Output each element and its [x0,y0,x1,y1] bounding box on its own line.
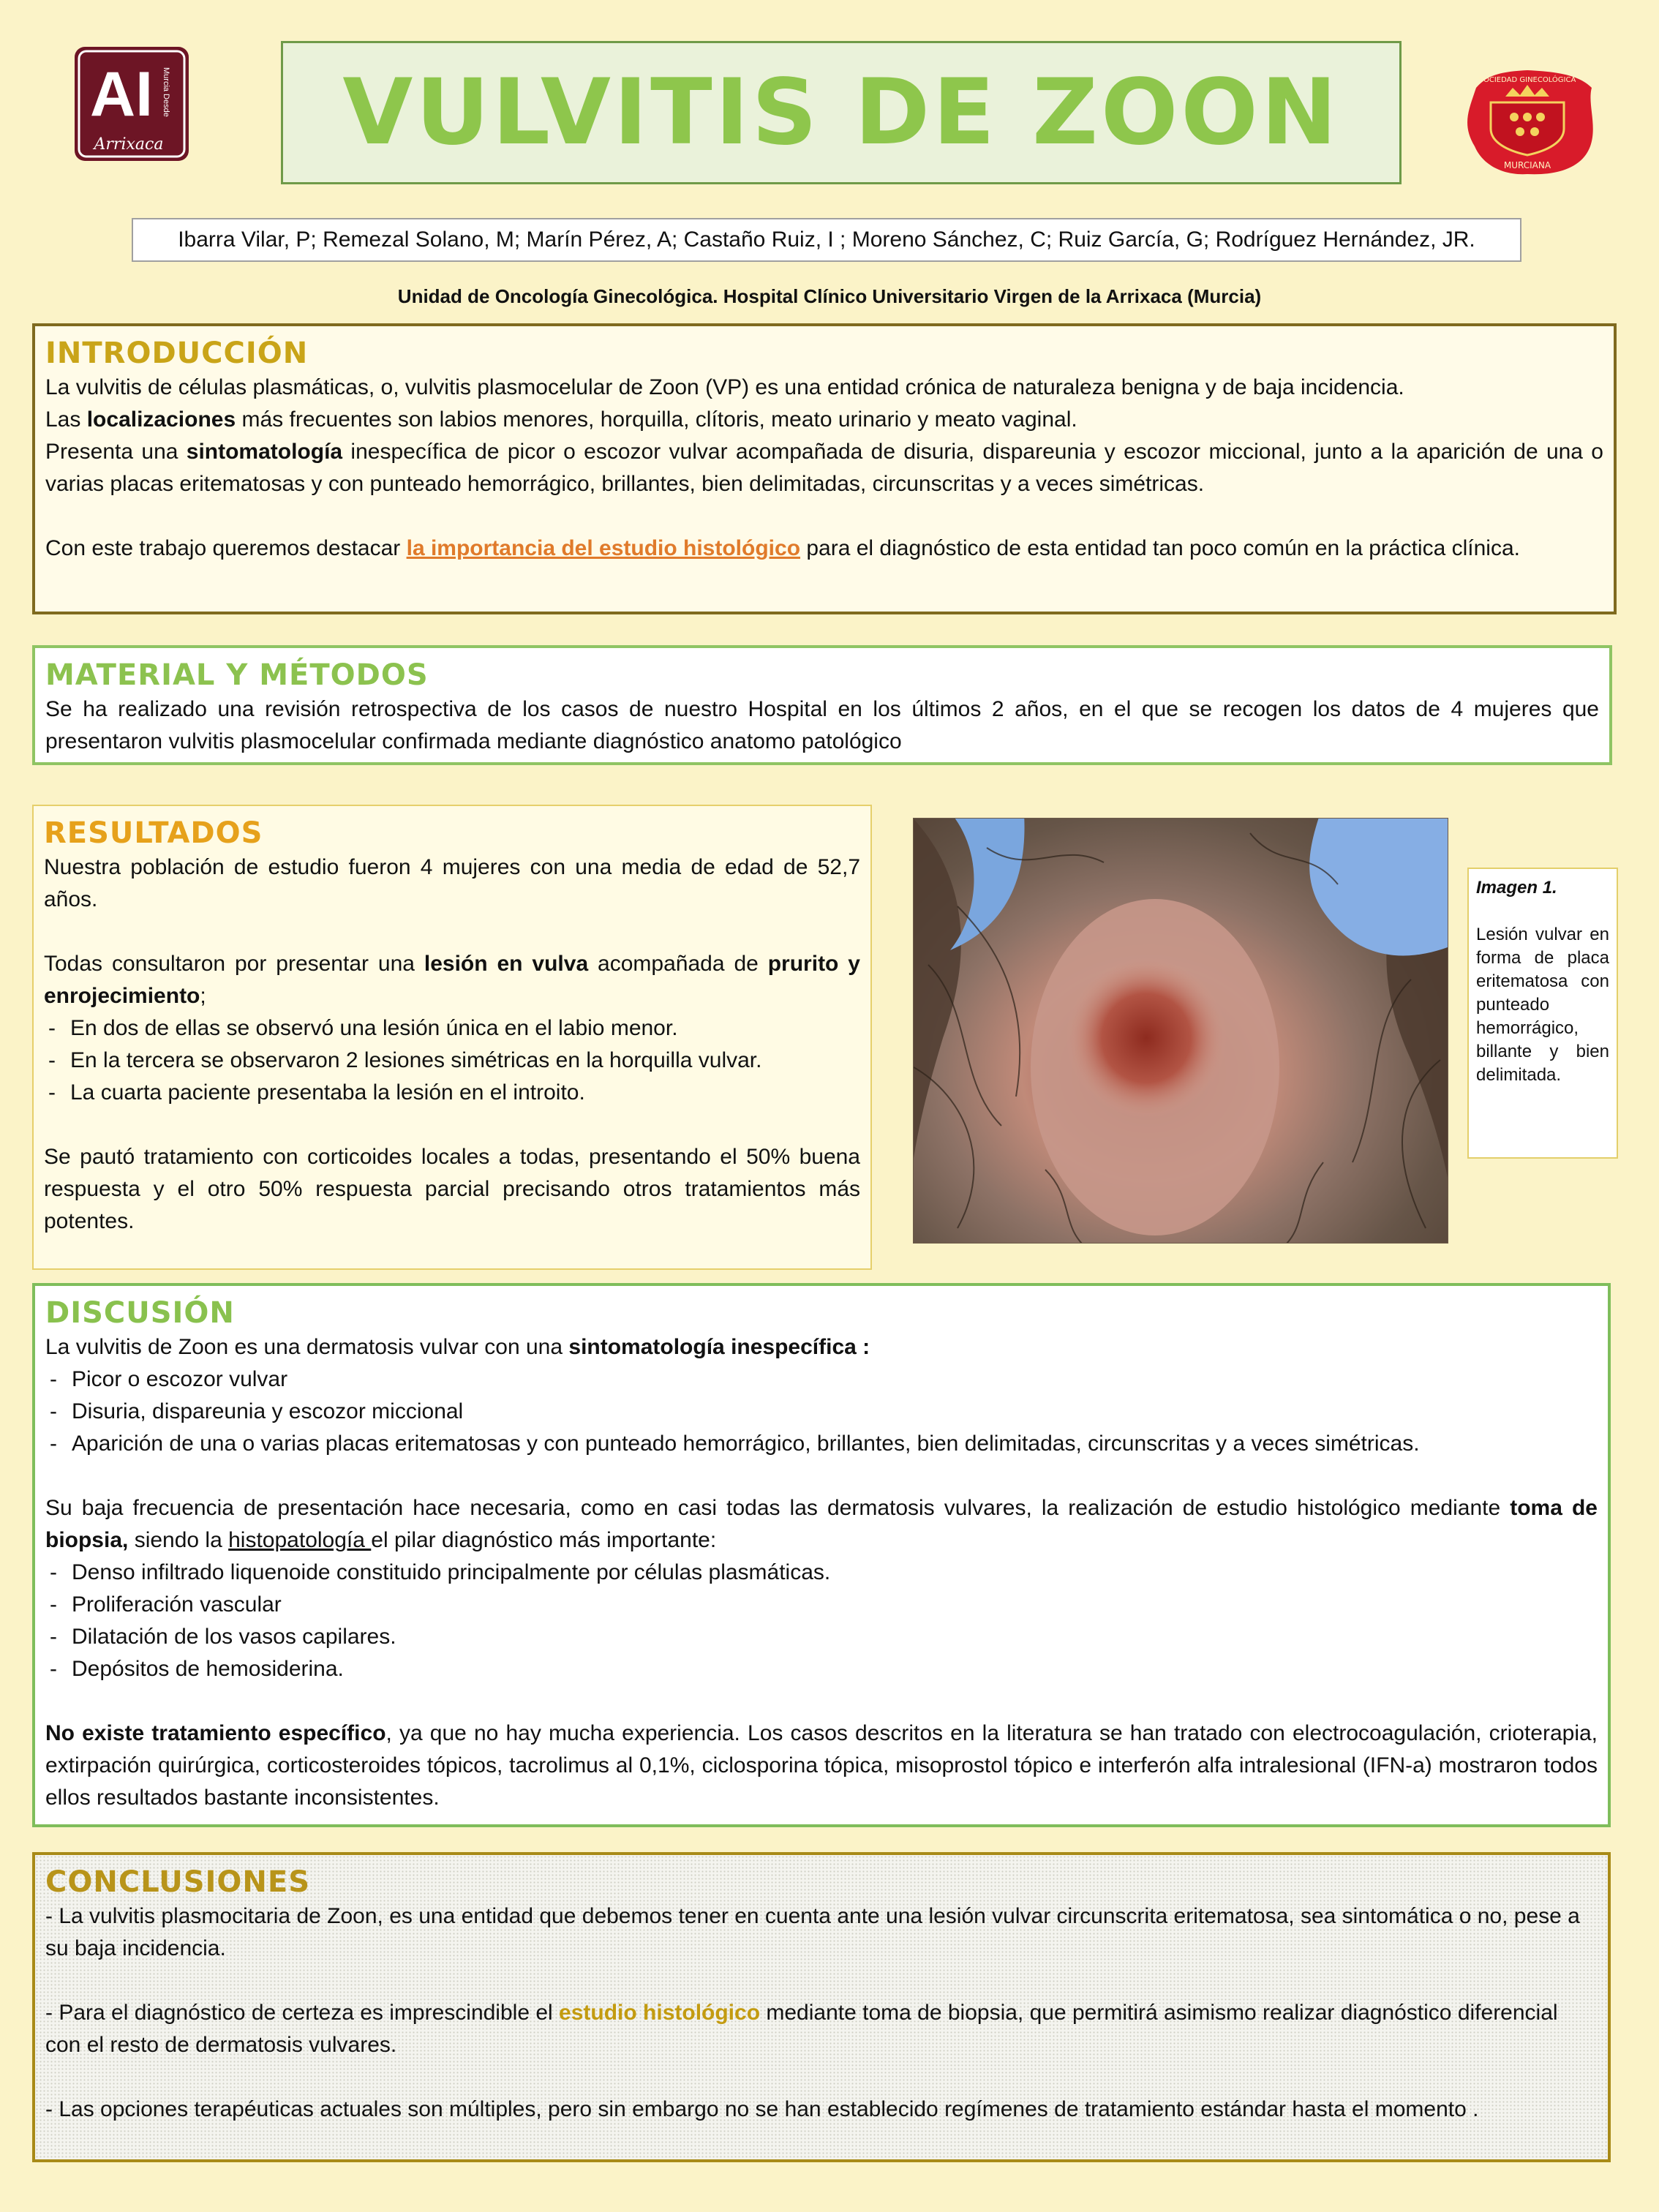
symptoms-list [45,1363,1598,1460]
list-item: - Aparición de una o varias placas eritematosas y con punteado hemorrágico, brillantes, bien delimitadas, circunscritas y a veces simétricas. [45,1428,1598,1460]
introduction-title: INTRODUCCIÓN [45,336,309,370]
conclusions-section [32,1852,1611,2162]
text-run: inespecífica de picor o escozor vulvar acompañada de disuria, dispareunia y escozor miccional, junto a la aparición de una o varias placas eritematosas y con punteado hemorrágico, brillantes, bien delimitadas, circunscritas y a veces simétricas. [45,440,1603,496]
spacer [44,1109,860,1141]
list-item: - Picor o escozor vulvar [45,1363,1598,1396]
text-run: siendo la [128,1528,229,1552]
spacer [44,916,860,948]
text-run: mediante toma de biopsia, que permitirá asimismo realizar diagnóstico diferencial con el resto de dermatosis vulvares. [45,2001,1558,2057]
authors-text: Ibarra Vilar, P; Remezal Solano, M; Marín Pérez, A; Castaño Ruiz, I ; Moreno Sánchez, C; Ruiz García, G; Rodríguez Hernández, JR. [178,227,1475,252]
results-section [32,805,872,1270]
affiliation-text: Unidad de Oncología Ginecológica. Hospital Clínico Universitario Virgen de la Arrixaca (Murcia) [397,285,1262,307]
svg-text:MURCIANA: MURCIANA [1503,160,1551,170]
arrixaca-logo [73,45,190,162]
discussion-title: DISCUSIÓN [45,1296,235,1330]
histology-list [45,1557,1598,1685]
list-item: - Denso infiltrado liquenoide constituido principalmente por células plasmáticas. [45,1557,1598,1589]
text-run: Todas consultaron por presentar una [44,952,424,976]
introduction-body [45,372,1603,565]
results-title: RESULTADOS [44,816,263,850]
discussion-paragraph [45,1331,1598,1363]
bold-run: prurito y enrojecimiento [44,952,860,1008]
conclusion-item: - Las opciones terapéuticas actuales son múltiples, pero sin embargo no se han establecido regímenes de tratamiento estándar hasta el momento . [45,2097,1479,2121]
bold-run: localizaciones [86,407,236,432]
text-run: Su baja frecuencia de presentación hace necesaria, como en casi todas las dermatosis vulvares, la realización de estudio histológico mediante [45,1496,1511,1520]
discussion-paragraph [45,1492,1598,1557]
text-run: Las [45,407,87,432]
svg-text:Murcia Desde: Murcia Desde [162,67,170,117]
methods-body: Se ha realizado una revisión retrospectiva de los casos de nuestro Hospital en los últimos 2 años, en el que se recogen los datos de 4 mujeres que presentaron vulvitis plasmocelular confirmada mediante diagnóstico anatomo patológico [45,697,1599,753]
clinical-photo [913,818,1448,1244]
methods-section [32,645,1612,765]
spacer [45,1685,1598,1718]
text-run: más frecuentes son labios menores, horquilla, clítoris, meato urinario y meato vaginal. [236,407,1077,432]
conclusion-item: - La vulvitis plasmocitaria de Zoon, es una entidad que debemos tener en cuenta ante una lesión vulvar circunscrita eritematosa, sea sintomática o no, pese a su baja incidencia. [45,1904,1580,1960]
conclusions-body [45,1900,1598,2126]
list-item: - Depósitos de hemosiderina. [45,1653,1598,1685]
results-paragraph: Nuestra población de estudio fueron 4 mujeres con una media de edad de 52,7 años. [44,855,860,911]
highlight-run: estudio histológico [559,2001,761,2025]
sociedad-ginecologica-logo [1454,59,1600,183]
svg-text:Arrixaca: Arrixaca [94,135,164,154]
spacer [1476,900,1609,923]
text-run: La vulvitis de Zoon es una dermatosis vulvar con una [45,1335,569,1359]
bold-run: lesión en vulva [424,952,589,976]
text-run: para el diagnóstico de esta entidad tan poco común en la práctica clínica. [800,536,1520,560]
list-item: - Proliferación vascular [45,1589,1598,1621]
intro-paragraph [45,436,1603,500]
caption-title: Imagen 1. [1476,878,1557,898]
bold-run: sintomatología inespecífica : [568,1335,870,1359]
discussion-body [45,1331,1598,1814]
text-run: - Para el diagnóstico de certeza es imprescindible el [45,2001,560,2025]
methods-title: MATERIAL Y MÉTODOS [45,658,429,692]
image-caption [1467,868,1618,1159]
list-item: - Disuria, dispareunia y escozor miccional [45,1396,1598,1428]
text-run: el pilar diagnóstico más importante: [371,1528,717,1552]
text-run: acompañada de [588,952,768,976]
highlight-run: la importancia del estudio histológico [406,536,801,560]
spacer [45,500,1603,533]
bold-run: sintomatología [186,440,343,464]
discussion-paragraph [45,1718,1598,1814]
list-item: - La cuarta paciente presentaba la lesión en el introito. [44,1077,860,1109]
introduction-section [32,323,1617,614]
authors-box [132,218,1521,262]
spacer [45,2061,1598,2094]
svg-text:SOCIEDAD GINECOLÓGICA: SOCIEDAD GINECOLÓGICA [1478,76,1576,84]
results-paragraph [44,948,860,1012]
text-run: Con este trabajo queremos destacar [45,536,407,560]
results-list [44,1012,860,1109]
list-item: - En dos de ellas se observó una lesión única en el labio menor. [44,1012,860,1045]
spacer [45,1460,1598,1492]
intro-paragraph: La vulvitis de células plasmáticas, o, vulvitis plasmocelular de Zoon (VP) es una entidad crónica de naturaleza benigna y de baja incidencia. [45,375,1404,399]
results-paragraph: Se pautó tratamiento con corticoides locales a todas, presentando el 50% buena respuesta y el otro 50% respuesta parcial precisando otros tratamientos más potentes. [44,1145,860,1233]
intro-paragraph [45,533,1603,565]
text-run: ; [200,984,206,1008]
list-item: - En la tercera se observaron 2 lesiones simétricas en la horquilla vulvar. [44,1045,860,1077]
spacer [45,1965,1598,1997]
caption-text: Lesión vulvar en forma de placa eritematosa con punteado hemorrágico, billante y bien delimitada. [1476,925,1609,1085]
bold-run: toma de biopsia, [45,1496,1598,1552]
intro-paragraph [45,404,1603,436]
bold-run: No existe tratamiento específico [45,1721,386,1745]
results-body [44,851,860,1238]
title-banner [281,41,1402,184]
text-run: Presenta una [45,440,187,464]
list-item: - Dilatación de los vasos capilares. [45,1621,1598,1653]
discussion-section [32,1283,1611,1827]
text-run: , ya que no hay mucha experiencia. Los casos descritos en la literatura se han tratado con electrocoagulación, crioterapia, extirpación quirúrgica, corticosteroides tópicos, tacrolimus al 0,1%, ciclosporina tópica, misoprostol tópico e interferón alfa intralesional (IFN-a) mostraron todos ellos resultados bastante inconsistentes. [45,1721,1598,1810]
poster-title: VULVITIS DE ZOON [342,60,1340,165]
conclusions-title: CONCLUSIONES [45,1865,311,1899]
svg-text:AI: AI [90,59,153,129]
underline-run: histopatología [228,1528,372,1552]
conclusion-item [45,1997,1598,2061]
